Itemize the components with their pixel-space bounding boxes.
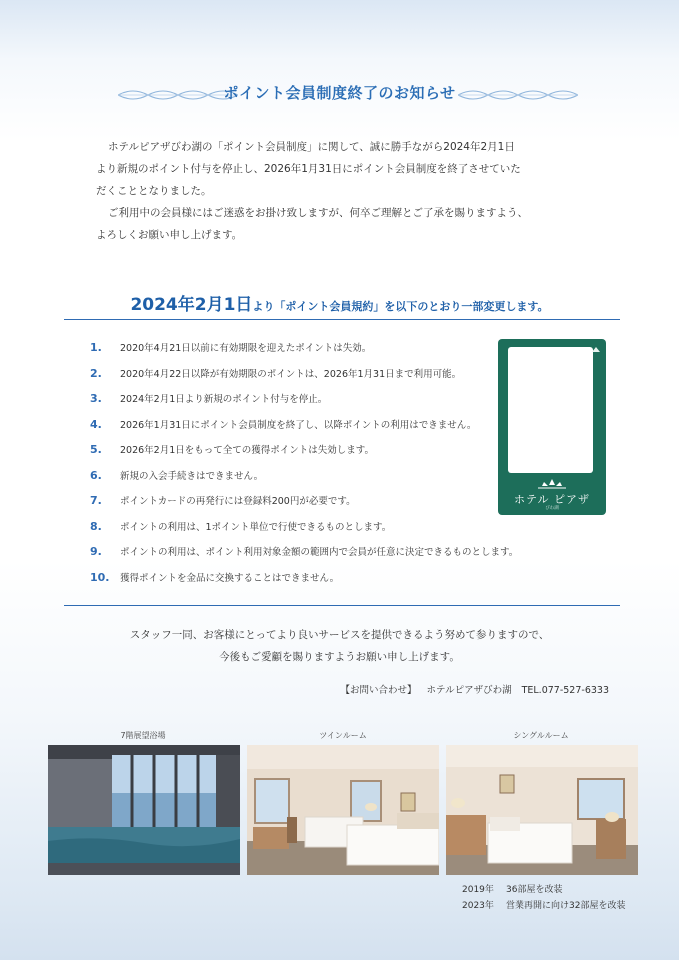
rule-item xyxy=(90,417,510,443)
divider-top xyxy=(64,319,620,320)
change-headline xyxy=(0,290,679,315)
rule-item xyxy=(90,493,510,519)
bath-photo xyxy=(48,745,240,875)
note-text: 36部屋を改装 xyxy=(506,885,563,895)
rule-number: 1. xyxy=(90,341,102,354)
closing-line: 今後もご愛顧を賜りますようお願い申し上げます。 xyxy=(219,651,460,663)
card-hotel-sub: びわ湖 xyxy=(545,506,559,511)
intro-line: ホテルピアザびわ湖の「ポイント会員制度」に関して、誠に勝手ながら2024年2月1日 xyxy=(108,141,515,153)
single-room-photo xyxy=(446,745,638,875)
wave-ornament-right-icon xyxy=(458,86,578,104)
rule-text: 2020年4月21日以前に有効期限を迎えたポイントは失効。 xyxy=(120,343,372,354)
rule-item xyxy=(90,570,510,596)
rule-number: 5. xyxy=(90,443,102,456)
card-window xyxy=(508,347,593,473)
rule-number: 2. xyxy=(90,366,102,380)
rule-text: 新規の入会手続きはできません。 xyxy=(120,470,264,482)
note-year: 2023年 xyxy=(462,901,494,911)
headline-text: より「ポイント会員規約」を以下のとおり一部変更します。 xyxy=(252,300,549,313)
headline-date: 2024年2月1日 xyxy=(130,295,253,315)
rule-text: 2024年2月1日より新規のポイント付与を停止。 xyxy=(120,394,328,405)
note-year: 2019年 xyxy=(462,885,494,895)
renovation-note xyxy=(462,882,625,898)
rule-text: ポイントの利用は、1ポイント単位で行使できるものとします。 xyxy=(120,521,392,533)
rule-item xyxy=(90,442,510,468)
contact-name: ホテルピアザびわ湖 xyxy=(426,685,512,696)
rule-item xyxy=(90,340,510,366)
renovation-notes xyxy=(462,882,625,914)
photo-caption-bath: 7階展望浴場 xyxy=(120,731,166,740)
card-arrow-icon xyxy=(592,347,600,357)
rule-number: 4. xyxy=(90,417,102,431)
intro-line: よろしくお願い申し上げます。 xyxy=(96,229,243,241)
closing-line: スタッフ一同、お客様にとってより良いサービスを提供できるよう努めて参りますので、 xyxy=(129,629,550,641)
contact-label: 【お問い合わせ】 xyxy=(340,685,417,696)
rule-item xyxy=(90,468,510,494)
notice-title: ポイント会員制度終了のお知らせ xyxy=(223,84,456,102)
rule-number: 8. xyxy=(90,519,102,533)
renovation-note xyxy=(462,898,625,914)
twin-room-photo xyxy=(247,745,439,875)
rule-text: 2020年4月22日以降が有効期限のポイントは、2026年1月31日まで利用可能。 xyxy=(120,368,462,380)
closing-text xyxy=(0,624,679,668)
rule-item xyxy=(90,519,510,545)
rule-number: 10. xyxy=(90,570,110,584)
photo-caption-single: シングルルーム xyxy=(513,731,569,740)
note-text: 営業再開に向け32部屋を改装 xyxy=(506,901,626,911)
contact-tel: TEL.077-527-6333 xyxy=(521,685,609,696)
rule-number: 9. xyxy=(90,545,102,558)
hotel-logo-icon xyxy=(532,477,572,491)
card-hotel-name: ホテル ピアザ xyxy=(514,493,590,506)
intro-text xyxy=(96,136,606,246)
rule-number: 6. xyxy=(90,468,102,482)
rule-text: ポイントカードの再発行には登録料200円が必要です。 xyxy=(120,496,356,507)
title-row xyxy=(0,82,679,108)
rule-text: ポイントの利用は、ポイント利用対象金額の範囲内で会員が任意に決定できるものとします。 xyxy=(120,547,519,558)
rules-list xyxy=(90,340,519,595)
rule-text: 獲得ポイントを金品に交換することはできません。 xyxy=(120,572,340,584)
rule-item xyxy=(90,391,510,417)
rule-item xyxy=(90,366,510,392)
intro-line: より新規のポイント付与を停止し、2026年1月31日にポイント会員制度を終了させていた xyxy=(96,163,521,175)
rule-text: 2026年1月31日にポイント会員制度を終了し、以降ポイントの利用はできません。 xyxy=(120,419,477,431)
divider-bottom xyxy=(64,605,620,606)
intro-line: だくこととなりました。 xyxy=(96,185,212,197)
rule-text: 2026年2月1日をもって全ての獲得ポイントは失効します。 xyxy=(120,445,375,456)
intro-line: ご利用中の会員様にはご迷惑をお掛け致しますが、何卒ご理解とご了承を賜りますよう、 xyxy=(108,207,528,219)
point-card-image xyxy=(498,339,606,515)
rule-number: 3. xyxy=(90,392,102,405)
rule-number: 7. xyxy=(90,494,102,507)
contact-info xyxy=(331,682,609,696)
rule-item xyxy=(90,544,519,570)
photo-caption-twin: ツインルーム xyxy=(319,731,367,740)
